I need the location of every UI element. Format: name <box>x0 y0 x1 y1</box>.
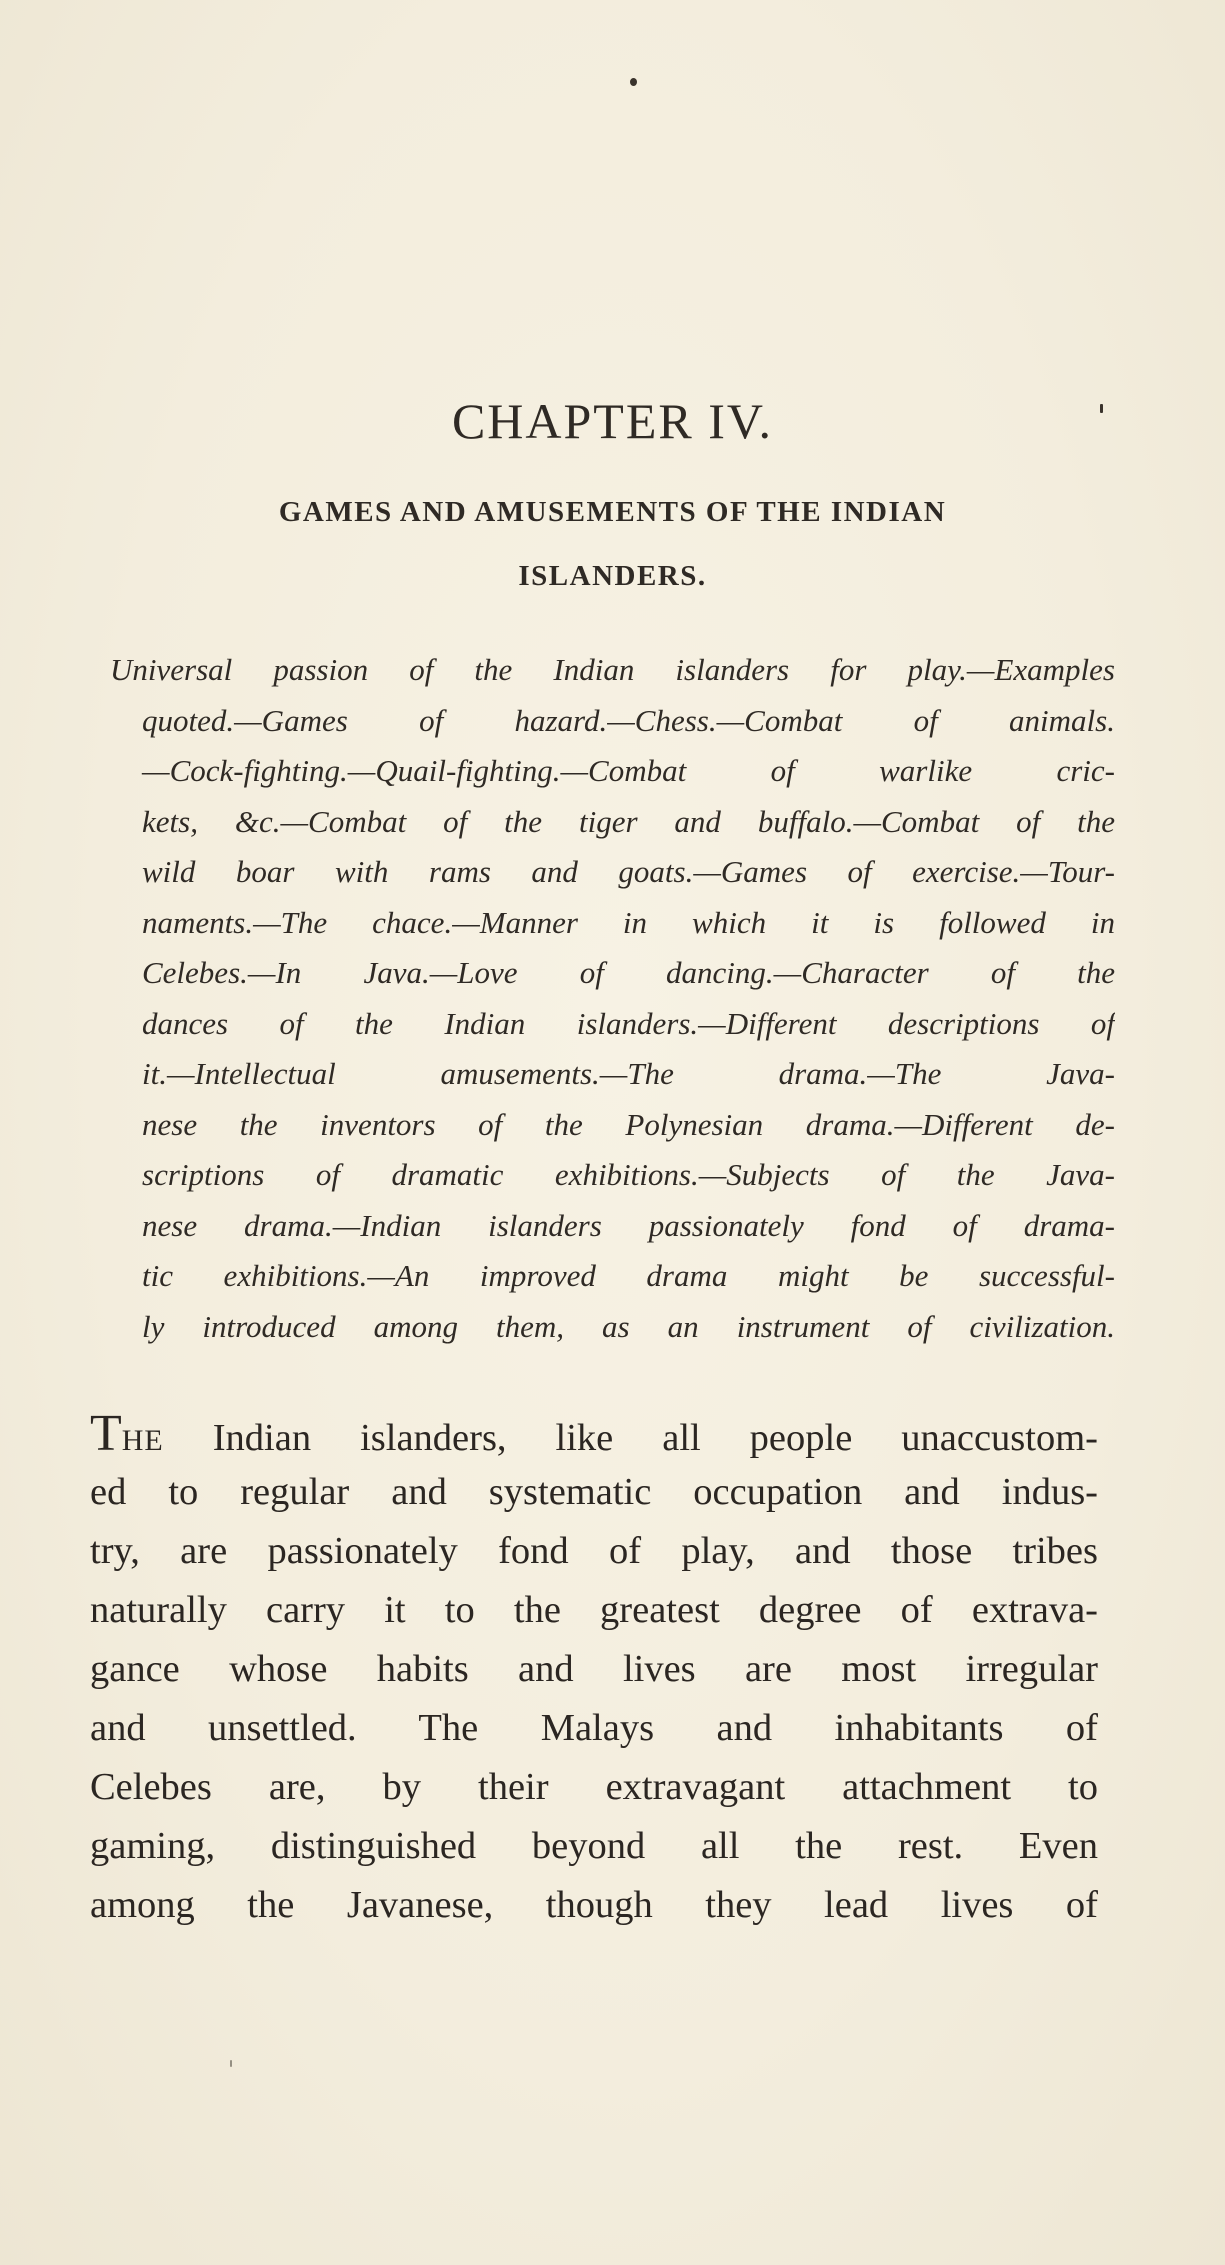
ink-speck <box>230 2060 232 2067</box>
body-line: Celebes are, by their extravagant attachment to <box>90 1766 1098 1808</box>
synopsis-line: wild boar with rams and goats.—Games of exercise.—Tour- <box>142 854 1115 889</box>
body-line: gaming, distinguished beyond all the rest. Even <box>90 1825 1098 1867</box>
body-first-line <box>90 1404 1098 1463</box>
drop-cap: T <box>90 1405 122 1462</box>
synopsis-line: Universal passion of the Indian islanders for play.—Examples <box>110 652 1115 687</box>
first-line-text: Indian islanders, like all people unaccustom- <box>163 1417 1098 1459</box>
synopsis-line: quoted.—Games of hazard.—Chess.—Combat of animals. <box>142 702 1115 738</box>
synopsis-line: nese the inventors of the Polynesian drama.—Different de- <box>142 1106 1115 1142</box>
body-line: among the Javanese, though they lead lives of <box>90 1884 1098 1926</box>
synopsis-line: tic exhibitions.—An improved drama might be successful- <box>142 1258 1115 1293</box>
synopsis-line: scriptions of dramatic exhibitions.—Subjects of the Java- <box>142 1157 1115 1192</box>
chapter-title: CHAPTER IV. <box>451 393 774 449</box>
body-line: ed to regular and systematic occupation and indus- <box>90 1471 1098 1513</box>
body-line: try, are passionately fond of play, and those tribes <box>90 1530 1098 1572</box>
body-line: naturally carry it to the greatest degree of extrava- <box>90 1589 1098 1631</box>
synopsis-line: nese drama.—Indian islanders passionately fond of drama- <box>142 1207 1115 1243</box>
synopsis-line: it.—Intellectual amusements.—The drama.—The Java- <box>142 1056 1115 1091</box>
synopsis-line: naments.—The chace.—Manner in which it is followed in <box>142 904 1115 940</box>
ink-speck <box>630 78 637 86</box>
synopsis-line: Celebes.—In Java.—Love of dancing.—Character of the <box>142 955 1115 990</box>
synopsis-line: dances of the Indian islanders.—Different descriptions of <box>142 1005 1115 1041</box>
chapter-subtitle-line-2: ISLANDERS. <box>518 560 707 592</box>
body-line: gance whose habits and lives are most irregular <box>90 1648 1098 1690</box>
synopsis-line: kets, &c.—Combat of the tiger and buffalo.—Combat of the <box>142 803 1115 839</box>
body-paragraph <box>90 1404 1098 1935</box>
chapter-subtitle-line-1: GAMES AND AMUSEMENTS OF THE INDIAN <box>278 496 947 528</box>
small-caps-word: HE <box>121 1424 164 1457</box>
synopsis-line: ly introduced among them, as an instrument of civilization. <box>142 1308 1115 1344</box>
synopsis-line: —Cock-fighting.—Quail-fighting.—Combat of warlike cric- <box>142 753 1115 788</box>
chapter-synopsis <box>110 645 1115 1352</box>
body-line: and unsettled. The Malays and inhabitants of <box>90 1707 1098 1749</box>
